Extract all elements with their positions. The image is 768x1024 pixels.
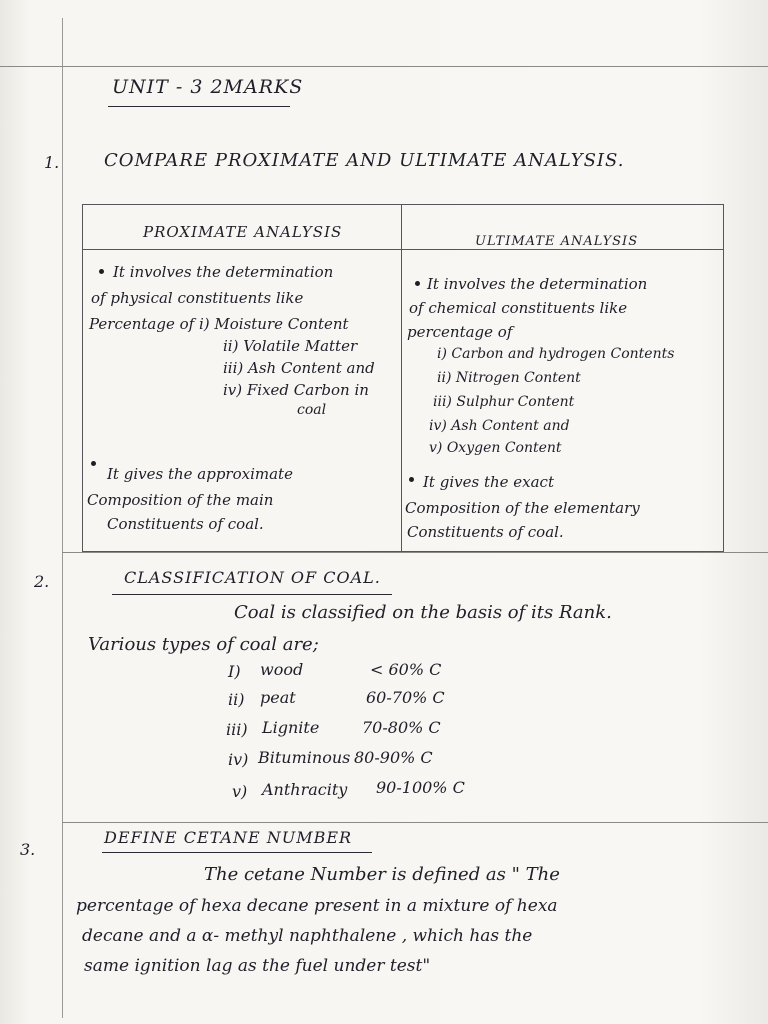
left-line-4: ii) Volatile Matter xyxy=(223,337,358,355)
q3-number: 3. xyxy=(20,840,36,859)
left-point2-2: Composition of the main xyxy=(87,491,274,509)
coal-type-5-num: v) xyxy=(232,782,248,801)
q2-intro-1: Coal is classified on the basis of its Rank. xyxy=(234,602,612,623)
coal-type-5-carbon: 90-100% C xyxy=(376,778,465,797)
q2-title-underline xyxy=(112,594,392,595)
bullet-right-2 xyxy=(409,477,414,482)
bullet-right-1 xyxy=(415,281,420,286)
right-line-8: v) Oxygen Content xyxy=(429,440,562,456)
q3-line-2: percentage of hexa decane present in a mixture of hexa xyxy=(76,896,558,916)
right-point2-1: It gives the exact xyxy=(423,473,554,491)
coal-type-2-num: ii) xyxy=(228,690,245,709)
coal-type-4-name: Bituminous xyxy=(258,748,351,767)
right-point2-3: Constituents of coal. xyxy=(407,523,564,541)
q2-intro-2: Various types of coal are; xyxy=(88,634,319,655)
left-point2-1: It gives the approximate xyxy=(107,465,293,483)
left-line-6: iv) Fixed Carbon in xyxy=(223,381,369,399)
table-header-rule xyxy=(83,249,723,250)
header-ultimate: ULTIMATE ANALYSIS xyxy=(475,234,639,249)
left-line-5: iii) Ash Content and xyxy=(223,359,375,377)
coal-type-2-carbon: 60-70% C xyxy=(366,688,445,707)
q3-line-4: same ignition lag as the fuel under test" xyxy=(84,956,431,976)
coal-type-5-name: Anthracity xyxy=(262,780,348,799)
coal-type-3-carbon: 70-80% C xyxy=(362,718,441,737)
coal-type-4-num: iv) xyxy=(228,750,249,769)
coal-type-3-num: iii) xyxy=(226,720,248,739)
q1-title: COMPARE PROXIMATE AND ULTIMATE ANALYSIS. xyxy=(104,150,625,171)
table-divider xyxy=(401,205,402,551)
q3-line-3: decane and a α- methyl naphthalene , which has the xyxy=(82,926,533,946)
coal-type-2-name: peat xyxy=(260,688,296,707)
coal-type-1-carbon: < 60% C xyxy=(370,660,442,679)
right-line-4: i) Carbon and hydrogen Contents xyxy=(437,346,675,362)
right-line-6: iii) Sulphur Content xyxy=(433,394,575,410)
left-line-1: It involves the determination xyxy=(113,263,334,281)
coal-type-3-name: Lignite xyxy=(262,718,320,737)
right-point2-2: Composition of the elementary xyxy=(405,499,640,517)
q3-title: DEFINE CETANE NUMBER xyxy=(104,828,353,847)
q3-line-1: The cetane Number is defined as " The xyxy=(204,864,560,885)
left-line-2: of physical constituents like xyxy=(91,289,304,307)
q3-title-underline xyxy=(102,852,372,853)
q1-number: 1. xyxy=(44,153,60,172)
rule-after-q2 xyxy=(62,822,768,823)
coal-type-4-carbon: 80-90% C xyxy=(354,748,433,767)
q2-title: CLASSIFICATION OF COAL. xyxy=(124,568,381,587)
unit-title: UNIT - 3 2MARKS xyxy=(112,76,304,98)
right-line-1: It involves the determination xyxy=(427,275,648,293)
bullet-left-1 xyxy=(99,269,104,274)
coal-type-1-name: wood xyxy=(260,660,304,679)
bullet-left-2 xyxy=(91,461,96,466)
unit-title-underline xyxy=(108,106,290,107)
right-line-7: iv) Ash Content and xyxy=(429,418,570,434)
right-line-5: ii) Nitrogen Content xyxy=(437,370,581,386)
top-rule xyxy=(0,66,768,67)
coal-type-1-num: I) xyxy=(228,662,241,681)
left-point2-3: Constituents of coal. xyxy=(107,515,264,533)
header-proximate: PROXIMATE ANALYSIS xyxy=(143,223,343,241)
left-line-7: coal xyxy=(297,402,327,418)
right-line-3: percentage of xyxy=(407,323,513,341)
left-line-3: Percentage of i) Moisture Content xyxy=(89,315,349,333)
q2-number: 2. xyxy=(34,572,50,591)
comparison-table xyxy=(82,204,724,552)
margin-line xyxy=(62,18,63,1018)
rule-after-q1 xyxy=(62,552,768,553)
right-line-2: of chemical constituents like xyxy=(409,299,628,317)
